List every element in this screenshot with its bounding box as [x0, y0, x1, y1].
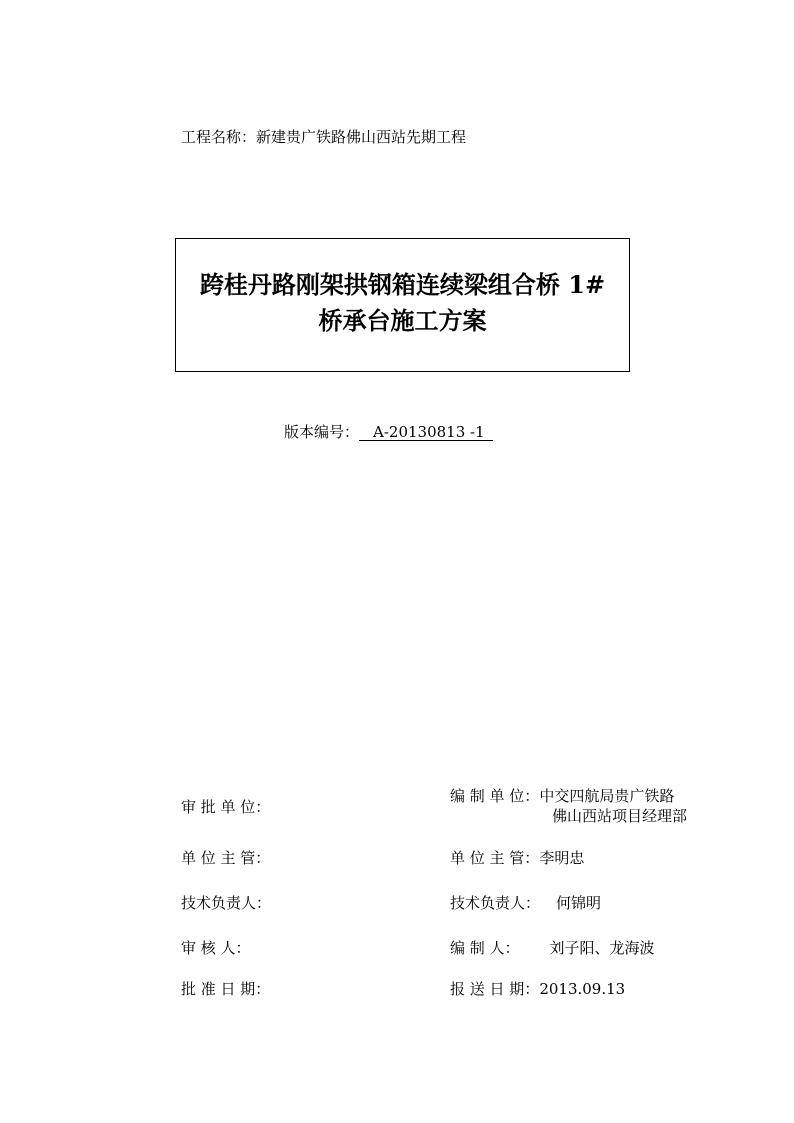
right-technical-lead-field — [450, 893, 601, 913]
right-technical-lead-value: 何锦明 — [556, 894, 602, 912]
version-label: 版本编号： — [284, 423, 360, 441]
right-technical-lead-label: 技术负责人： — [450, 894, 541, 912]
approval-date-field — [181, 979, 270, 999]
right-unit-supervisor-label: 单 位 主 管： — [450, 849, 540, 867]
left-unit-supervisor-field — [181, 848, 270, 868]
version-number-line — [284, 421, 493, 442]
document-title-box — [175, 238, 630, 372]
submission-date-value: 2013.09.13 — [539, 980, 626, 998]
left-technical-lead-label: 技术负责人： — [181, 894, 272, 912]
approval-date-label: 批 准 日 期： — [181, 980, 271, 998]
right-unit-supervisor-field — [450, 848, 584, 868]
reviewer-label: 审 核 人： — [181, 939, 251, 957]
compiling-unit-value: 中交四航局贵广铁路 — [539, 787, 675, 805]
reviewer-field — [181, 938, 251, 958]
project-name-label: 工程名称： — [181, 128, 257, 146]
compiling-unit-field — [450, 786, 674, 806]
approval-unit-label: 审 批 单 位： — [181, 798, 271, 816]
compiling-unit-label: 编 制 单 位： — [450, 787, 540, 805]
compiler-field — [450, 938, 655, 958]
document-title-line-1: 跨桂丹路刚架拱钢箱连续梁组合桥 1# — [199, 270, 606, 299]
version-value: A-20130813 -1 — [359, 424, 493, 441]
left-unit-supervisor-label: 单 位 主 管： — [181, 849, 271, 867]
compiling-unit-value-line-2: 佛山西站项目经理部 — [552, 807, 688, 825]
project-name-line — [181, 126, 466, 147]
submission-date-label: 报 送 日 期： — [450, 980, 540, 998]
left-technical-lead-field — [181, 893, 271, 913]
document-title-line-2: 桥承台施工方案 — [318, 306, 487, 335]
compiler-value: 刘子阳、龙海波 — [549, 939, 655, 957]
approval-unit-field — [181, 797, 270, 817]
project-name-value: 新建贵广铁路佛山西站先期工程 — [256, 128, 467, 146]
compiler-label: 编 制 人： — [450, 939, 520, 957]
right-unit-supervisor-value: 李明忠 — [539, 849, 585, 867]
submission-date-field — [450, 979, 625, 999]
